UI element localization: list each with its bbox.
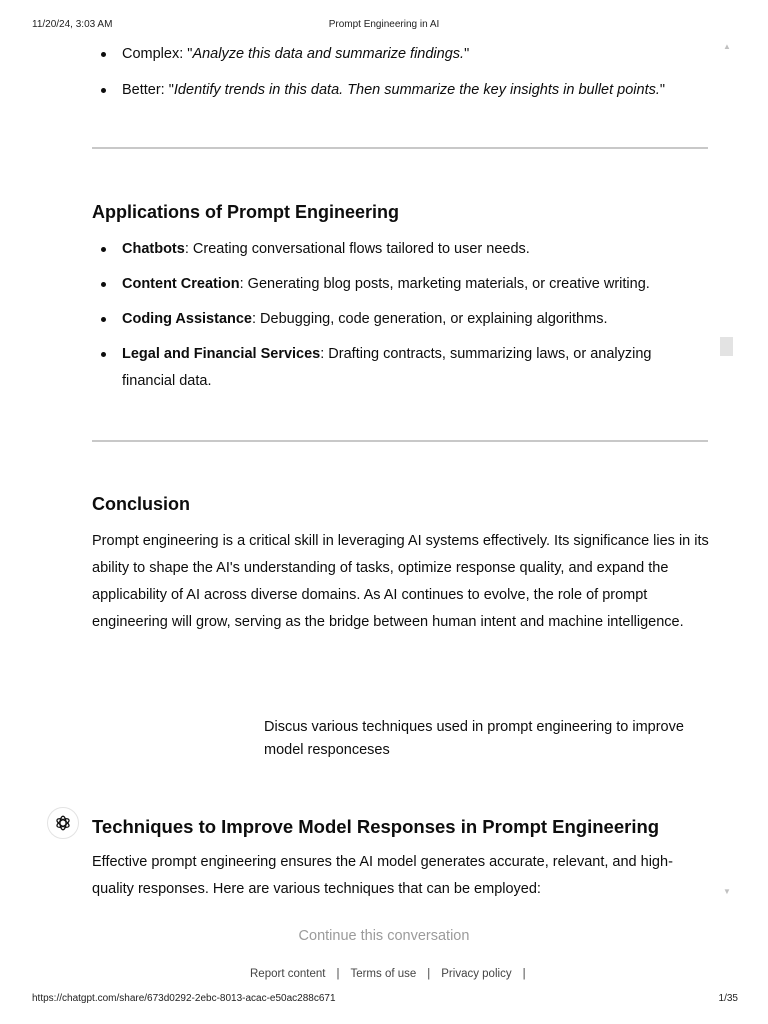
list-item-desc: : Debugging, code generation, or explaining algorithms. [252,311,608,327]
print-url: https://chatgpt.com/share/673d0292-2ebc-8013-acac-e50ac288c671 [32,993,336,1004]
conclusion-paragraph: Prompt engineering is a critical skill in leveraging AI systems effectively. Its significance lies in its ability to shape the AI's understanding of tasks, optimize response quality, and expand the applicability of AI across diverse domains. As AI continues to evolve, the role of prompt engineering will grow, serving as the bridge between human intent and machine intelligence. [92,533,709,630]
list-item [92,77,708,104]
openai-logo-icon [47,807,79,839]
list-item [92,271,708,298]
quote-mark: " [659,82,666,98]
applications-heading: Applications of Prompt Engineering [92,202,400,222]
list-item-term: Coding Assistance [122,311,252,327]
list-item [92,341,708,395]
section-divider [92,440,708,442]
page-number: 1/35 [718,993,738,1004]
applications-list [92,236,708,395]
list-item [92,306,708,333]
list-item-desc: : Drafting contracts, summarizing laws, or analyzing financial data. [122,346,652,389]
terms-of-use-link[interactable]: Terms of use [350,968,417,980]
report-content-link[interactable]: Report content [250,968,326,980]
print-title: Prompt Engineering in AI [328,19,440,30]
list-item-quote: Identify trends in this data. Then summarize the key insights in bullet points. [173,82,660,98]
conclusion-heading: Conclusion [92,494,190,514]
print-header [0,19,768,33]
list-item-label: Better: [122,82,169,98]
list-item-desc: : Generating blog posts, marketing materials, or creative writing. [239,276,650,292]
user-message: Discus various techniques used in prompt engineering to improve model responceses [264,719,684,758]
link-separator: | [336,968,340,980]
assistant-body [92,849,704,903]
list-item-label: Complex: [122,46,188,62]
list-item-quote: Analyze this data and summarize findings. [192,46,465,62]
list-item-term: Legal and Financial Services [122,346,321,362]
privacy-policy-link[interactable]: Privacy policy [441,968,512,980]
list-item-term: Content Creation [122,276,240,292]
link-separator: | [522,968,526,980]
list-item [92,236,708,263]
assistant-paragraph: Effective prompt engineering ensures the AI model generates accurate, relevant, and high-quality responses. Here are various techniques that can be employed: [92,854,673,897]
link-separator: | [427,968,431,980]
assistant-heading: Techniques to Improve Model Responses in Prompt Engineering [92,816,660,837]
list-item-term: Chatbots [122,241,185,257]
scroll-down-arrow-icon[interactable]: ▼ [723,887,731,896]
print-footer [0,993,768,1007]
scrollbar-thumb[interactable] [720,337,733,356]
section-divider [92,147,708,149]
quote-mark: " [168,82,174,98]
quote-mark: " [464,46,470,62]
scroll-up-arrow-icon[interactable]: ▲ [723,42,731,51]
list-item-desc: : Creating conversational flows tailored to user needs. [184,241,530,257]
list-item [92,41,708,68]
continue-conversation-button[interactable]: Continue this conversation [298,928,470,944]
conclusion-body [92,528,712,636]
top-example-list [92,41,708,104]
footer-links [250,968,526,980]
print-datetime: 11/20/24, 3:03 AM [32,19,113,30]
quote-mark: " [187,46,193,62]
